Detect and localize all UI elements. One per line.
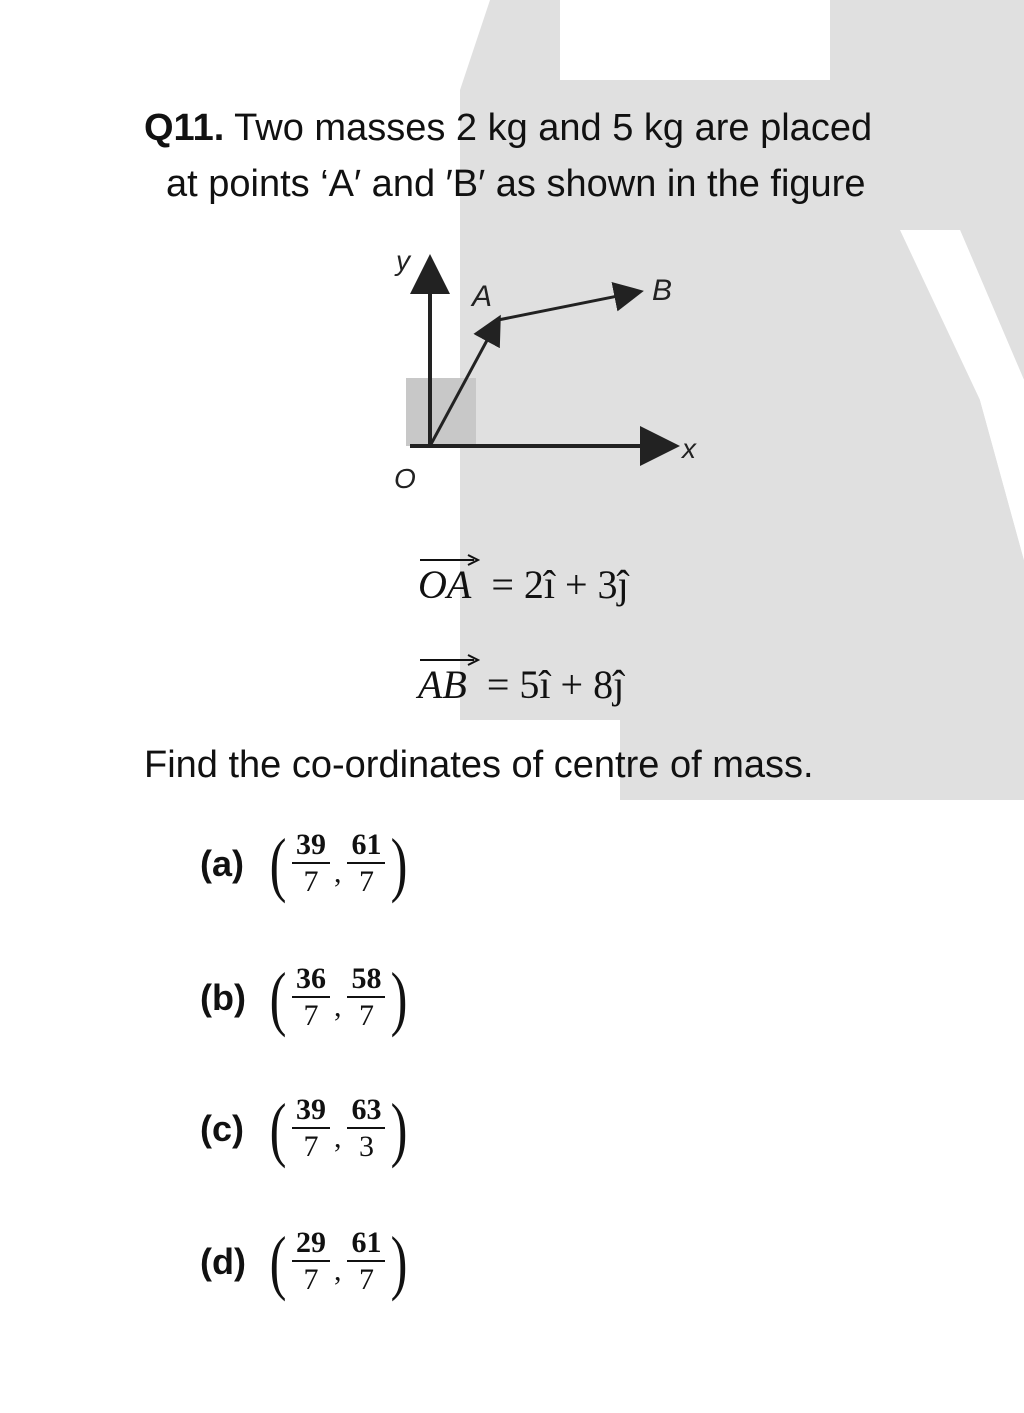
fraction-y: $\frac{63}{3}$ xyxy=(345,1093,387,1165)
right-paren: ) xyxy=(391,958,408,1038)
fraction-x: $\frac{39}{7}$ xyxy=(290,1093,332,1165)
equation-oa xyxy=(418,555,639,608)
left-paren: ( xyxy=(269,824,287,904)
question-prompt: Find the co-ordinates of centre of mass. xyxy=(144,744,814,786)
fraction-y: $\frac{58}{7}$ xyxy=(345,962,387,1034)
vector-ab xyxy=(498,292,638,320)
fraction-x: $\frac{29}{7}$ xyxy=(290,1226,332,1298)
equation-ab-rhs: = 5î + 8ĵ xyxy=(486,662,625,707)
vector-name-ab: AB xyxy=(418,662,467,707)
vector-arrow-icon xyxy=(420,653,480,667)
option-d[interactable]: (d) ( $\frac{29}{7}$ , $\frac{61}{7}$ ) xyxy=(200,1222,408,1302)
fraction-x: $\frac{39}{7}$ xyxy=(290,828,332,900)
fraction-x: $\frac{36}{7}$ xyxy=(290,962,332,1034)
left-paren: ( xyxy=(269,958,287,1038)
equation-oa-rhs: = 2î + 3ĵ xyxy=(491,562,629,607)
shaded-region xyxy=(406,378,476,446)
fraction-y: $\frac{61}{7}$ xyxy=(345,828,387,900)
question-text xyxy=(144,100,872,212)
origin-label: O xyxy=(394,463,416,494)
right-paren: ) xyxy=(391,1222,408,1302)
option-label: (d) xyxy=(200,1241,246,1282)
point-a-label: A xyxy=(472,280,493,313)
fraction-y: $\frac{61}{7}$ xyxy=(345,1226,387,1298)
right-paren: ) xyxy=(391,1089,408,1169)
y-axis-label: y xyxy=(396,245,410,276)
right-paren: ) xyxy=(391,824,408,904)
option-label: (c) xyxy=(200,1108,244,1149)
question-number: Q11. xyxy=(144,107,225,149)
option-c[interactable]: (c) ( $\frac{39}{7}$ , $\frac{63}{3}$ ) xyxy=(200,1089,408,1169)
vector-name-oa: OA xyxy=(418,562,472,607)
option-b[interactable]: (b) ( $\frac{36}{7}$ , $\frac{58}{7}$ ) xyxy=(200,958,408,1038)
x-axis-label: x xyxy=(682,433,696,464)
equation-ab xyxy=(418,655,634,708)
vector-figure xyxy=(380,240,740,500)
option-label: (a) xyxy=(200,843,244,884)
vector-arrow-icon xyxy=(420,553,480,567)
left-paren: ( xyxy=(269,1222,287,1302)
option-label: (b) xyxy=(200,977,246,1018)
option-a[interactable]: (a) ( $\frac{39}{7}$ , $\frac{61}{7}$ ) xyxy=(200,824,408,904)
point-b-label: B xyxy=(652,274,673,307)
question-line-1 xyxy=(144,100,872,156)
question-line-1-text: Two masses 2 kg and 5 kg are placed xyxy=(234,107,873,149)
left-paren: ( xyxy=(269,1089,287,1169)
question-line-2: at points ‘A′ and ′B′ as shown in the figure xyxy=(166,163,866,205)
